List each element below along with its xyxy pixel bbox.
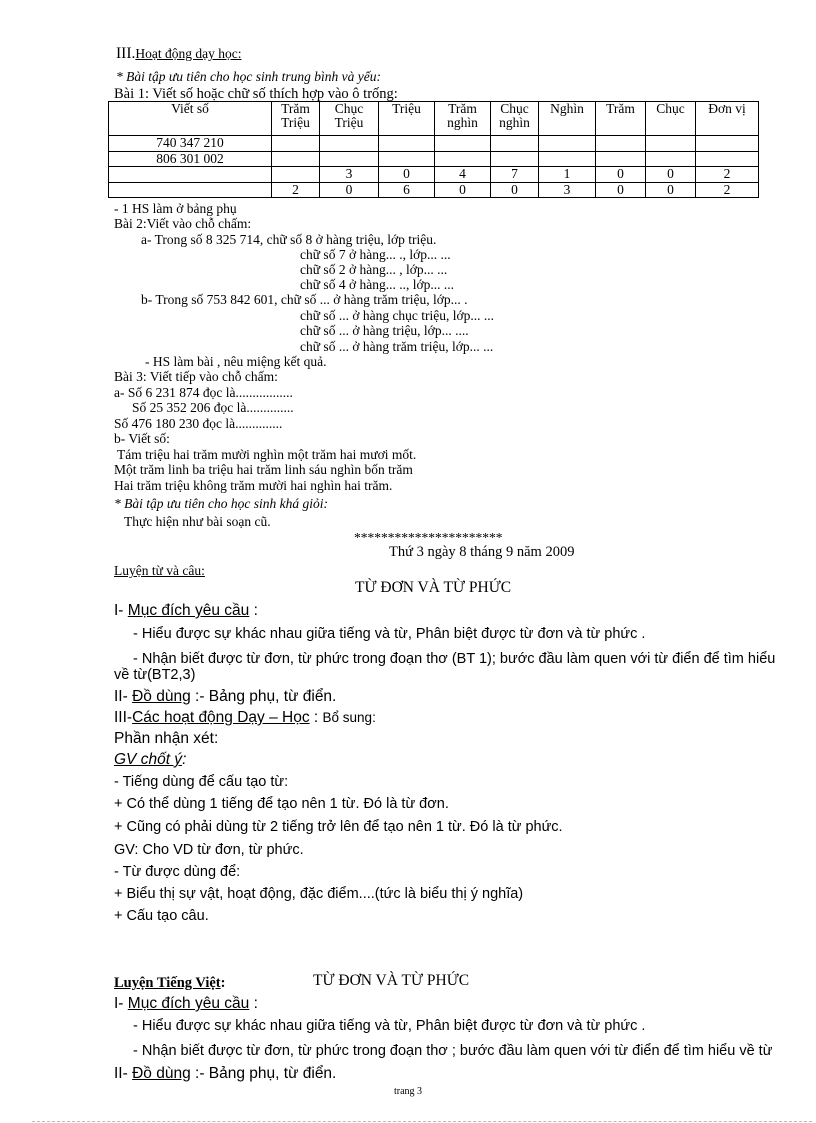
table-cell (272, 136, 320, 152)
table-cell (596, 151, 646, 167)
bai-3-title: Bài 3: Viết tiếp vào chỗ chấm: (114, 369, 278, 384)
text-line: + Cũng có phải dùng từ 2 tiếng trở lên để tạo nên 1 từ. Đó là từ phức. (114, 819, 563, 835)
table-cell (491, 151, 539, 167)
text-line: chữ số 4 ở hàng... .., lớp... ... (300, 277, 454, 292)
table-cell (435, 136, 491, 152)
text-line: b- Trong số 753 842 601, chữ số ... ở hàng trăm triệu, lớp... . (141, 292, 468, 307)
subject-heading-2: Luyện Tiếng Việt: (114, 975, 226, 991)
table-header: Triệu (379, 102, 435, 136)
table-cell: 0 (379, 167, 435, 183)
table-cell: 0 (320, 182, 379, 198)
table-cell: 1 (539, 167, 596, 183)
lesson-title: TỪ ĐƠN VÀ TỪ PHỨC (355, 579, 512, 596)
exercise-good-label: * Bài tập ưu tiên cho học sinh khá giỏi: (114, 496, 328, 511)
text-line: Thực hiện như bài soạn cũ. (124, 514, 271, 529)
table-header: Chục nghìn (491, 102, 539, 136)
table-row (109, 182, 759, 198)
table-cell: 740 347 210 (109, 136, 272, 152)
text-line: + Có thể dùng 1 tiếng để tạo nên 1 từ. Đó là từ đơn. (114, 796, 449, 812)
table-cell (696, 136, 759, 152)
table-cell: 0 (596, 167, 646, 183)
table-header: Trăm (596, 102, 646, 136)
text-line: Tám triệu hai trăm mười nghìn một trăm hai mươi mốt. (117, 447, 417, 462)
table-cell: 0 (491, 182, 539, 198)
text-line: - Nhận biết được từ đơn, từ phức trong đoạn thơ (BT 1); bước đầu làm quen với từ điển để tìm hiểu (133, 651, 776, 667)
text-line: Số 25 352 206 đọc là.............. (132, 400, 294, 415)
exercise-avg-label: * Bài tập ưu tiên cho học sinh trung bình và yếu: (116, 69, 381, 84)
section-purpose: I- Mục đích yêu cầu : (114, 602, 258, 619)
table-cell (539, 151, 596, 167)
table-cell: 3 (539, 182, 596, 198)
text-line: - Hiểu được sự khác nhau giữa tiếng và từ, Phân biệt được từ đơn và từ phức . (133, 626, 646, 642)
text-line: Hai trăm triệu không trăm mười hai nghìn hai trăm. (114, 478, 393, 493)
table-header: Đơn vị (696, 102, 759, 136)
text-line: chữ số ... ở hàng chục triệu, lớp... ... (300, 308, 495, 323)
table-header: Nghìn (539, 102, 596, 136)
table-header: Trăm Triệu (272, 102, 320, 136)
table-cell (539, 136, 596, 152)
text-line: GV: Cho VD từ đơn, từ phức. (114, 842, 304, 858)
lesson-title-2: TỪ ĐƠN VÀ TỪ PHỨC (313, 972, 470, 989)
page-bottom-divider (32, 1121, 812, 1122)
table-cell: 3 (320, 167, 379, 183)
table-cell (272, 151, 320, 167)
text-line: + Biểu thị sự vật, hoạt động, đặc điểm....(tức là biểu thị ý nghĩa) (114, 886, 524, 902)
section-activities: III-Các hoạt động Dạy – Học : Bổ sung: (114, 709, 376, 726)
section-3-heading: III.Hoạt động dạy học: (116, 45, 242, 62)
table-cell: 0 (646, 182, 696, 198)
table-cell (435, 151, 491, 167)
table-cell (696, 151, 759, 167)
table-cell: 6 (379, 182, 435, 198)
text-line: Số 476 180 230 đọc là.............. (114, 416, 283, 431)
table-cell (109, 167, 272, 183)
table-cell: 7 (491, 167, 539, 183)
text-line: b- Viết số: (114, 431, 170, 446)
table-cell (596, 136, 646, 152)
table-header: Chục Triệu (320, 102, 379, 136)
table-cell (272, 167, 320, 183)
table-row (109, 151, 759, 167)
table-header: Viết số (109, 102, 272, 136)
table-cell: 2 (272, 182, 320, 198)
text-line: chữ số 2 ở hàng... , lớp... ... (300, 262, 448, 277)
text-line: Một trăm linh ba triệu hai trăm linh sáu nghìn bốn trăm (114, 462, 413, 477)
table-cell: 4 (435, 167, 491, 183)
section-materials: II- Đồ dùng :- Bảng phụ, từ điển. (114, 688, 337, 705)
text-line: - Hiểu được sự khác nhau giữa tiếng và từ, Phân biệt được từ đơn và từ phức . (133, 1018, 646, 1034)
table-cell (379, 136, 435, 152)
section-3-title: Hoạt động dạy học: (135, 46, 242, 61)
bai-1-title: Bài 1: Viết số hoặc chữ số thích hợp vào ô trống: (114, 86, 398, 102)
text-line: Phần nhận xét: (114, 730, 219, 747)
page-number: trang 3 (393, 1086, 423, 1097)
text-line: - Từ được dùng để: (114, 864, 241, 880)
text-line: chữ số ... ở hàng trăm triệu, lớp... ... (300, 339, 494, 354)
text-line: a- Số 6 231 874 đọc là................. (114, 385, 293, 400)
table-cell: 0 (596, 182, 646, 198)
table-cell (379, 151, 435, 167)
text-line: - Nhận biết được từ đơn, từ phức trong đoạn thơ ; bước đầu làm quen với từ điển để tìm hiểu về từ (133, 1043, 773, 1059)
text-line: - HS làm bài , nêu miệng kết quả. (145, 354, 327, 369)
table-header-row (109, 102, 759, 136)
table-header: Trăm nghìn (435, 102, 491, 136)
text-line: chữ số 7 ở hàng... ., lớp... ... (300, 247, 451, 262)
table-cell (646, 151, 696, 167)
table-cell (646, 136, 696, 152)
text-line: về từ(BT2,3) (114, 667, 196, 683)
table-cell: 806 301 002 (109, 151, 272, 167)
table-cell (320, 136, 379, 152)
subject-heading: Luyện từ và câu: (114, 563, 205, 578)
table-row (109, 167, 759, 183)
table-cell (491, 136, 539, 152)
section-purpose-2: I- Mục đích yêu cầu : (114, 995, 258, 1012)
bai-2-title: Bài 2:Viết vào chỗ chấm: (114, 216, 252, 231)
table-header: Chục (646, 102, 696, 136)
table-cell: 0 (646, 167, 696, 183)
text-line: + Cấu tạo câu. (114, 908, 209, 924)
table-cell (109, 182, 272, 198)
table-cell: 2 (696, 182, 759, 198)
lesson-date: Thứ 3 ngày 8 tháng 9 năm 2009 (389, 544, 575, 560)
text-line: a- Trong số 8 325 714, chữ số 8 ở hàng triệu, lớp triệu. (141, 232, 437, 247)
text-line: chữ số ... ở hàng triệu, lớp... .... (300, 323, 469, 338)
table-cell (320, 151, 379, 167)
table-cell: 0 (435, 182, 491, 198)
gv-note: GV chốt ý: (114, 751, 187, 768)
separator-stars: ********************** (354, 530, 503, 545)
table-cell: 2 (696, 167, 759, 183)
number-place-table (108, 101, 759, 198)
section-materials-2: II- Đồ dùng :- Bảng phụ, từ điển. (114, 1065, 337, 1082)
text-line: - 1 HS làm ở bảng phụ (114, 201, 237, 216)
table-row (109, 136, 759, 152)
text-line: - Tiếng dùng để cấu tạo từ: (114, 774, 289, 790)
